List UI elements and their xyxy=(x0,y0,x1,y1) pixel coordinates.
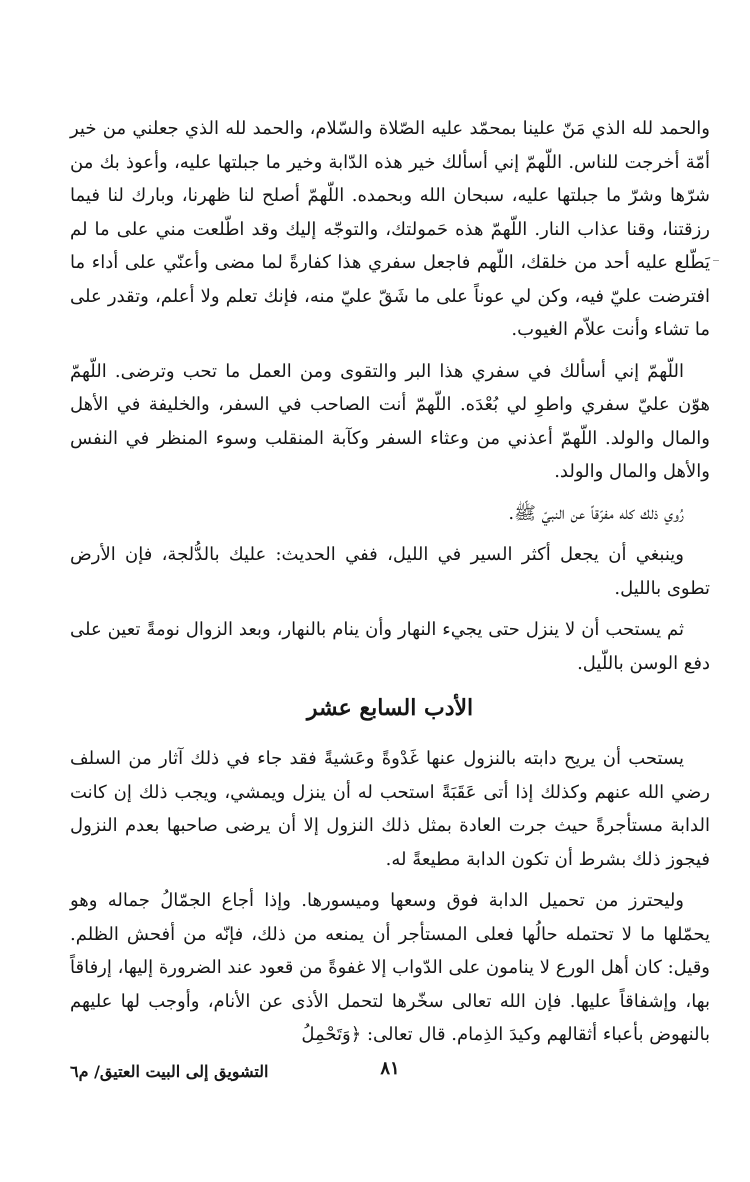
book-signature: التشويق إلى البيت العتيق/ م٦ xyxy=(70,1062,269,1081)
page-footer xyxy=(70,1058,710,1088)
margin-mark xyxy=(713,260,719,261)
paragraph-overloading-the-mount: وليحترز من تحميل الدابة فوق وسعها وميسورها. وإذا أجاع الجمّالُ جماله وهو يحمّلها ما لا تحتمله حالُها فعلى المستأجر أن يمنعه من ذلك، فإنّه من أفحش الظلم. وقيل: كان أهل الورع لا ينامون على الدّواب إلا غفوةً من قعود عند الضرورة إليها، إرفاقاً بها، وإشفاقاً عليها. فإن الله تعالى سخّرها لتحمل الأذى عن الأنام، وأوجب لها عليهم بالنهوض بأعباء أثقالهم وكيدَ الذِمام. قال تعالى: ﴿وَتَحْمِلُ xyxy=(70,890,710,1045)
paragraph-daytime-rest: ثم يستحب أن لا ينزل حتى يجيء النهار وأن ينام بالنهار، وبعد الزوال نومةً تعين على دفع الوسن باللّيل. xyxy=(70,619,710,674)
paragraph-hadith-attribution: رُوي ذلك كله مفرّقاً عن النبيّ ﷺ. xyxy=(508,502,684,524)
paragraph-night-travel: وينبغي أن يجعل أكثر السير في الليل، ففي الحديث: عليك بالدُّلجة، فإن الأرض تطوى بالليل. xyxy=(70,544,710,599)
paragraph-praise-and-travel-prayer: والحمد لله الذي مَنّ علينا بمحمّد عليه الصّلاة والسّلام، والحمد لله الذي جعلني من خير أمّة أخرجت للناس. اللّهمّ إني أسألك خير هذه الدّابة وخير ما جبلتها عليه، وأعوذ بك من شرّها وشرّ ما جبلتها عليه، سبحان الله وبحمده. اللّهمّ أصلح لنا ظهرنا، وبارك لنا فيما رزقتنا، وقنا عذاب النار. اللّهمّ هذه حَمولتك، والتوجّه إليك وقد اطّلعت مني على ما لم يَطّلع عليه أحد من خلقك، اللّهم فاجعل سفري هذا كفارةً لما مضى وأعنّي على أداء ما افترضت عليّ فيه، وكن لي عوناً على ما شَقّ عليّ منه، فإنك تعلم ولا أعلم، وتقدر على ما تشاء وأنت علاّم الغيوب. xyxy=(70,118,710,340)
paragraph-travel-supplication: اللّهمّ إني أسألك في سفري هذا البر والتقوى ومن العمل ما تحب وترضى. اللّهمّ هوّن عليّ سفري واطوِ لي بُعْدَه. اللّهمّ أنت الصاحب في السفر، والخليفة في الأهل والمال والولد. اللّهمّ أعذني من وعثاء السفر وكآبة المنقلب وسوء المنظر في النفس والأهل والمال والولد. xyxy=(70,360,710,482)
paragraph-resting-the-mount: يستحب أن يريح دابته بالنزول عنها غَدْوةً وعَشيةً فقد جاء في ذلك آثار من السلف رضي الله عنهم وكذلك إذا أتى عَقَبَةً استحب له أن ينزل ويمشي، ويجب ذلك إن كانت الدابة مستأجرةً حيث جرت العادة بمثل ذلك النزول إلا أن يرضى صاحبها بعدم النزول فيجوز ذلك بشرط أن تكون الدابة مطيعةً له. xyxy=(70,748,710,870)
section-heading: الأدب السابع عشر xyxy=(306,695,474,721)
page-body xyxy=(70,112,710,1060)
page-number: ٨١ xyxy=(380,1058,400,1079)
